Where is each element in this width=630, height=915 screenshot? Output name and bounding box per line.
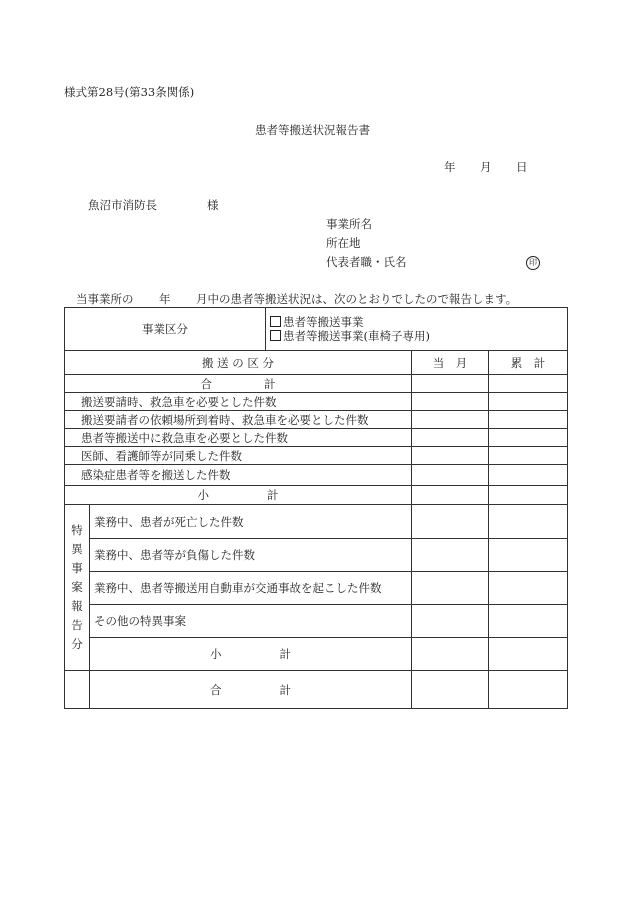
row-a-cumulative[interactable]	[489, 447, 568, 465]
row-a-this-month[interactable]	[412, 411, 489, 429]
table-row	[65, 572, 568, 605]
row-b-this-month[interactable]	[412, 572, 489, 605]
business-type-options	[266, 308, 568, 351]
table-row	[65, 465, 568, 486]
total-a-left: 合	[200, 376, 212, 391]
row-a-this-month[interactable]	[412, 393, 489, 411]
table-row	[65, 429, 568, 447]
intro-suffix: 月中の患者等搬送状況は、次のとおりでしたので報告します。	[196, 292, 518, 306]
seal-mark: 印	[526, 256, 540, 270]
row-a-cumulative[interactable]	[489, 393, 568, 411]
row-b-cumulative[interactable]	[489, 539, 568, 572]
row-a-label: 患者等搬送中に救急車を必要とした件数	[65, 429, 412, 447]
location-label: 所在地	[326, 236, 361, 250]
subtotal-b-cumulative[interactable]	[489, 638, 568, 671]
business-option-2[interactable]	[270, 329, 563, 343]
total-row-a	[65, 375, 568, 393]
subtotal-row-b	[65, 638, 568, 671]
row-b-label: その他の特異事案	[90, 605, 412, 638]
row-b-this-month[interactable]	[412, 505, 489, 539]
total-b-this-month[interactable]	[412, 671, 489, 709]
date-month-label: 月	[480, 160, 492, 174]
row-b-this-month[interactable]	[412, 605, 489, 638]
checkbox-icon[interactable]	[270, 330, 281, 341]
row-a-label: 感染症患者等を搬送した件数	[65, 465, 412, 486]
row-b-this-month[interactable]	[412, 539, 489, 572]
subtotal-a-cumulative[interactable]	[489, 486, 568, 505]
total-a-right: 計	[264, 376, 276, 391]
subtotal-a-right: 計	[267, 488, 279, 502]
table-row	[65, 539, 568, 572]
subtotal-b-right: 計	[279, 647, 291, 661]
row-a-label: 搬送要請者の依頼場所到着時、救急車を必要とした件数	[65, 411, 412, 429]
row-b-label: 業務中、患者等が負傷した件数	[90, 539, 412, 572]
business-option-1-label: 患者等搬送事業	[283, 315, 364, 329]
report-table	[64, 307, 568, 709]
header-row	[65, 351, 568, 375]
total-a-cumulative[interactable]	[489, 375, 568, 393]
table-row	[65, 411, 568, 429]
subtotal-row-a	[65, 486, 568, 505]
subtotal-b-left: 小	[210, 647, 222, 661]
row-a-cumulative[interactable]	[489, 465, 568, 486]
page-title: 患者等搬送状況報告書	[255, 123, 370, 137]
business-option-2-label: 患者等搬送事業(車椅子専用)	[283, 329, 430, 343]
representative-label: 代表者職・氏名	[326, 255, 407, 269]
row-a-label: 搬送要請時、救急車を必要とした件数	[65, 393, 412, 411]
table-row	[65, 505, 568, 539]
row-b-cumulative[interactable]	[489, 605, 568, 638]
addressee-honorific: 様	[207, 198, 219, 212]
row-b-label: 業務中、患者等搬送用自動車が交通事故を起こした件数	[90, 572, 412, 605]
row-a-this-month[interactable]	[412, 465, 489, 486]
office-name-label: 事業所名	[326, 217, 372, 231]
table-row	[65, 393, 568, 411]
intro-prefix: 当事業所の	[76, 292, 134, 306]
header-this-month: 当 月	[412, 351, 489, 375]
business-type-row	[65, 308, 568, 351]
business-type-label: 事業区分	[65, 308, 266, 351]
row-a-this-month[interactable]	[412, 447, 489, 465]
row-a-this-month[interactable]	[412, 429, 489, 447]
special-cases-label	[65, 505, 90, 671]
total-b-left: 合	[210, 682, 222, 697]
table-row	[65, 605, 568, 638]
date-day-label: 日	[516, 160, 528, 174]
header-cumulative: 累 計	[489, 351, 568, 375]
business-option-1[interactable]	[270, 315, 563, 329]
form-number: 様式第28号(第33条関係)	[64, 85, 195, 99]
subtotal-a-this-month[interactable]	[412, 486, 489, 505]
addressee-name: 魚沼市消防長	[88, 198, 157, 212]
total-b-cumulative[interactable]	[489, 671, 568, 709]
row-a-cumulative[interactable]	[489, 429, 568, 447]
table-row	[65, 447, 568, 465]
subtotal-a-left: 小	[197, 488, 209, 502]
total-a-this-month[interactable]	[412, 375, 489, 393]
row-a-cumulative[interactable]	[489, 411, 568, 429]
subtotal-b-this-month[interactable]	[412, 638, 489, 671]
special-label-text: 特異事案報告分	[71, 523, 83, 651]
header-category: 搬 送 の 区 分	[65, 351, 412, 375]
row-b-cumulative[interactable]	[489, 505, 568, 539]
row-b-cumulative[interactable]	[489, 572, 568, 605]
row-a-label: 医師、看護師等が同乗した件数	[65, 447, 412, 465]
checkbox-icon[interactable]	[270, 316, 281, 327]
intro-year: 年	[159, 292, 171, 306]
total-row-b	[65, 671, 568, 709]
date-year-label: 年	[444, 160, 456, 174]
row-b-label: 業務中、患者が死亡した件数	[90, 505, 412, 539]
total-b-right: 計	[279, 682, 291, 697]
